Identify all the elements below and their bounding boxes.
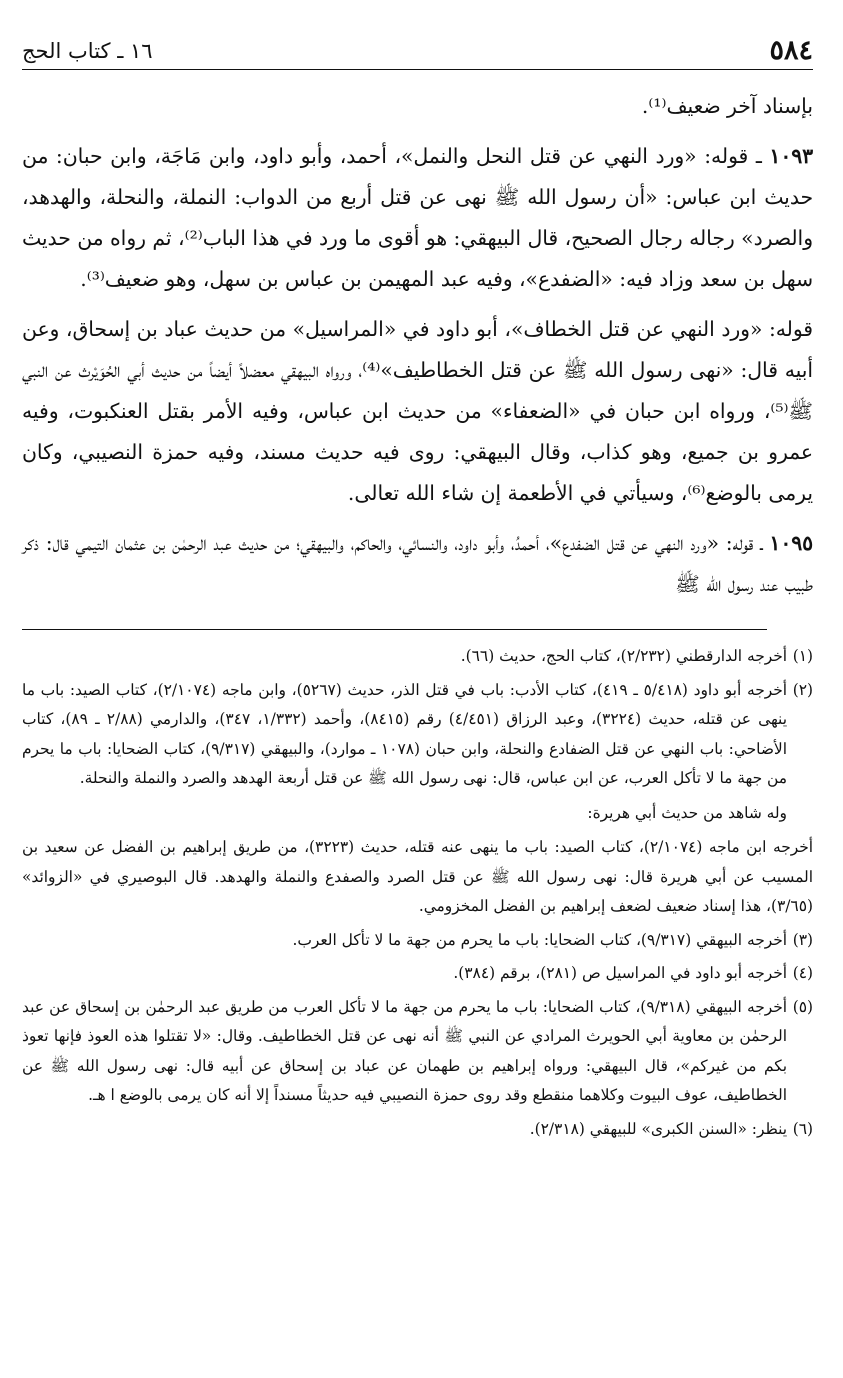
paragraph-khuttaf: قوله: «ورد النهي عن قتل الخطاف»، أبو داود في «المراسيل» من حديث عباد بن إسحاق، وعن أبيه قال: «نهى رسول الله ﷺ عن قتل الخطاطيف»⁽⁴⁾، ورواه البيهقي معضلاً أيضاً من حديث أبي الحُوَيْرث عن النبي ﷺ⁽⁵⁾، ورواه ابن حبان في «الضعفاء» من حديث ابن عباس، وفيه الأمر بقتل العنكبوت، وفيه عمرو بن جميع، وهو كذاب، وقال البيهقي: روى فيه حديث مسند، وفيه حمزة النصيبي، وكان يرمى بالوضع⁽⁶⁾، وسيأتي في الأطعمة إن شاء الله تعالى. bbox=[22, 317, 813, 505]
paragraph-continuation: بإسناد آخر ضعيف⁽¹⁾. bbox=[641, 94, 813, 118]
footnote-text: أخرجه أبو داود (٥/٤١٨ ـ ٤١٩)، كتاب الأدب: باب في قتل الذر، حديث (٥٢٦٧)، وابن ماجه (٢/١٠٧٤)، كتاب الصيد: باب ما ينهى عن قتله، حديث (٣٢٢٤)، وعبد الرزاق (٤/٤٥١) رقم (٨٤١٥)، وأحمد (١/٣٣٢، ٣٤٧)، والدارمي (٢/٨٨ ـ ٨٩)، كتاب الأضاحي: باب النهي عن قتل الضفادع والنحلة، وابن حبان (١٠٧٨ ـ موارد)، والبيهقي (٩/٣١٧)، كتاب الضحايا: باب ما يحرم من جهة ما لا تأكل العرب، عن ابن عباس، قال: نهى رسول الله ﷺ عن قتل أربعة الهدهد والصرد والنملة والنحلة. bbox=[22, 680, 788, 787]
footnote-text: أخرجه أبو داود في المراسيل ص (٢٨١)، برقم (٣٨٤). bbox=[453, 964, 787, 982]
paragraph-1093 bbox=[22, 136, 813, 300]
paragraph-text: ـ قوله: «ورد النهي عن قتل النحل والنمل»، أحمد، وأبو داود، وابن مَاجَة، وابن حبان: من حديث ابن عباس: «أن رسول الله ﷺ نهى عن قتل أربع من الدواب: النملة، والنحلة، والهدهد، والصرد» رجاله رجال الصحيح، قال البيهقي: هو أقوى ما ورد في هذا الباب⁽²⁾، ثم رواه من حديث سهل بن سعد وزاد فيه: «الضفدع»، وفيه عبد المهيمن بن عباس بن سهل، وهو ضعيف⁽³⁾. bbox=[22, 144, 813, 291]
paragraph-text: ـ قوله: «ورد النهي عن قتل الضفدع»، أحمدُ، وأبو داود، والنسائي، والحاكم، والبيهقي؛ من حديث عبد الرحمٰن بن عثمان التيمي قال: ذكر طبيب عند رسول الله ﷺ bbox=[22, 531, 813, 596]
footnote-2-witness-text: أخرجه ابن ماجه (٢/١٠٧٤)، كتاب الصيد: باب ما ينهى عنه قتله، حديث (٣٢٢٣)، من طريق إبراهيم بن الفضل عن سعيد بن المسيب عن أبي هريرة قال: نهى رسول الله ﷺ عن قتل الصرد والصفدع والنملة والهدهد. قال البوصيري في «الزوائد» (٣/٦٥)، هذا إسناد ضعيف لضعف إبراهيم بن الفضل المخزومي. bbox=[22, 838, 813, 915]
footnote-marker: (٥) bbox=[792, 997, 813, 1016]
footnote-text: أخرجه البيهقي (٩/٣١٧)، كتاب الضحايا: باب ما يحرم من جهة ما لا تأكل العرب. bbox=[292, 930, 787, 949]
running-header bbox=[22, 0, 813, 70]
footnote-3 bbox=[22, 926, 813, 956]
footnote-2-witness-heading: وله شاهد من حديث أبي هريرة: bbox=[587, 803, 787, 822]
footnote-5 bbox=[22, 993, 813, 1111]
chapter-title: ١٦ ـ كتاب الحج bbox=[22, 39, 153, 63]
footnote-text: ينظر: «السنن الكبرى» للبيهقي (٢/٣١٨). bbox=[529, 1119, 787, 1138]
footnote-marker: (٦) bbox=[792, 1119, 813, 1138]
footnote-marker: (٤) bbox=[792, 964, 813, 982]
entry-number: ١٠٩٣ bbox=[769, 144, 813, 168]
footnote-2 bbox=[22, 676, 813, 794]
footnote-marker: (٢) bbox=[792, 680, 813, 699]
main-text bbox=[22, 86, 813, 605]
footnote-text: أخرجه البيهقي (٩/٣١٨)، كتاب الضحايا: باب ما يحرم من جهة ما لا تأكل العرب من طريق عبد الرحمٰن بن إسحاق عن عبد الرحمٰن بن معاوية أبي الحويرث المرادي عن النبي ﷺ أنه نهى عن قتل الخطاطيف. وقال: «لا تقتلوا هذه العوذ فإنها تعوذ بكم من غيركم»، قال البيهقي: ورواه إبراهيم بن طهمان عن عباد بن إسحاق عن أبيه قال: نهى رسول الله ﷺ عن الخطاطيف، عوف البيوت وكلاهما منقطع وقد روى حمزة النصيبي فيه حديثاً مسنداً إلا أنه كان يرمى بالوضع ا هـ. bbox=[22, 997, 787, 1104]
page-number: ٥٨٤ bbox=[769, 35, 813, 66]
paragraph-1095 bbox=[22, 523, 813, 605]
footnotes bbox=[22, 642, 813, 1144]
footnote-6 bbox=[22, 1115, 813, 1145]
footnote-text: أخرجه الدارقطني (٢/٢٣٢)، كتاب الحج، حديث (٦٦). bbox=[460, 647, 787, 665]
footnote-4 bbox=[22, 959, 813, 989]
footnote-1 bbox=[22, 642, 813, 672]
footnote-separator bbox=[22, 629, 767, 630]
entry-number: ١٠٩٥ bbox=[769, 531, 813, 555]
footnote-marker: (٣) bbox=[792, 930, 813, 949]
footnote-marker: (١) bbox=[792, 647, 813, 665]
